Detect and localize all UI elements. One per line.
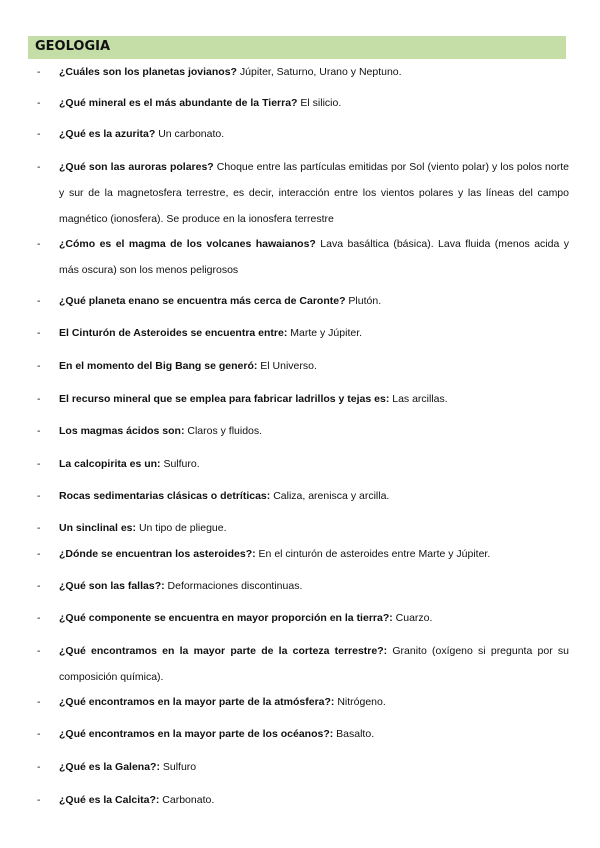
answer-text: El silicio. xyxy=(297,97,342,109)
question-text: En el momento del Big Bang se generó: xyxy=(59,360,258,372)
answer-text: Granito (oxígeno si pregunta por su composición química). xyxy=(59,645,569,683)
bullet-dash: - xyxy=(37,161,41,173)
answer-text: Un tipo de pliegue. xyxy=(136,522,227,534)
bullet-dash: - xyxy=(37,295,41,307)
question-text: ¿Qué planeta enano se encuentra más cerca de Caronte? xyxy=(59,295,346,307)
bullet-dash: - xyxy=(37,696,41,708)
answer-text: Deformaciones discontinuas. xyxy=(164,580,303,592)
question-text: ¿Qué es la Galena?: xyxy=(59,761,160,773)
answer-text: El Universo. xyxy=(257,360,317,372)
list-item xyxy=(37,288,569,314)
question-text: ¿Qué son las fallas?: xyxy=(59,580,165,592)
bullet-dash: - xyxy=(37,612,41,624)
section-title: GEOLOGIA xyxy=(35,39,111,54)
answer-text: Caliza, arenisca y arcilla. xyxy=(270,490,390,502)
answer-text: Nitrógeno. xyxy=(334,696,386,708)
bullet-dash: - xyxy=(37,425,41,437)
list-item xyxy=(37,483,569,509)
list-item xyxy=(37,353,569,379)
list-item xyxy=(37,787,569,813)
bullet-dash: - xyxy=(37,393,41,405)
question-text: ¿Qué encontramos en la mayor parte de los océanos?: xyxy=(59,728,334,740)
list-item xyxy=(37,320,569,346)
bullet-dash: - xyxy=(37,360,41,372)
list-item xyxy=(37,573,569,599)
question-text: El recurso mineral que se emplea para fabricar ladrillos y tejas es: xyxy=(59,393,390,405)
question-text: Rocas sedimentarias clásicas o detríticas: xyxy=(59,490,271,502)
list-item xyxy=(37,154,569,232)
bullet-dash: - xyxy=(37,548,41,560)
section-header xyxy=(28,36,566,59)
answer-text: Un carbonato. xyxy=(155,128,225,140)
list-item xyxy=(37,541,569,567)
question-text: La calcopirita es un: xyxy=(59,458,161,470)
list-item xyxy=(37,90,569,116)
question-text: ¿Qué componente se encuentra en mayor proporción en la tierra?: xyxy=(59,612,393,624)
question-text: ¿Qué son las auroras polares? xyxy=(59,161,214,173)
list-item xyxy=(37,721,569,747)
question-text: ¿Cómo es el magma de los volcanes hawaianos? xyxy=(59,238,316,250)
bullet-dash: - xyxy=(37,645,41,657)
answer-text: Marte y Júpiter. xyxy=(287,327,363,339)
list-item xyxy=(37,605,569,631)
question-text: ¿Qué encontramos en la mayor parte de la corteza terrestre?: xyxy=(59,645,388,657)
list-item xyxy=(37,386,569,412)
answer-text: Sulfuro xyxy=(159,761,197,773)
list-item xyxy=(37,515,569,541)
bullet-dash: - xyxy=(37,522,41,534)
answer-text: Lava basáltica (básica). Lava fluida (menos acida y más oscura) son los menos peligrosos xyxy=(59,238,569,276)
list-item xyxy=(37,754,569,780)
question-text: ¿Qué mineral es el más abundante de la Tierra? xyxy=(59,97,298,109)
bullet-dash: - xyxy=(37,327,41,339)
list-item xyxy=(37,689,569,715)
question-text: ¿Dónde se encuentran los asteroides?: xyxy=(59,548,256,560)
list-item xyxy=(37,418,569,444)
list-item xyxy=(37,451,569,477)
question-text: ¿Qué es la Calcita?: xyxy=(59,794,160,806)
bullet-dash: - xyxy=(37,238,41,250)
bullet-dash: - xyxy=(37,458,41,470)
list-item xyxy=(37,59,569,85)
list-item xyxy=(37,121,569,147)
question-text: Los magmas ácidos son: xyxy=(59,425,185,437)
bullet-dash: - xyxy=(37,128,41,140)
answer-text: Carbonato. xyxy=(159,794,215,806)
question-text: ¿Qué es la azurita? xyxy=(59,128,156,140)
answer-text: Choque entre las partículas emitidas por Sol (viento polar) y los polos norte y sur de la magnetosfera terrestre, es decir, interacción entre los vientos polares y las líneas del campo magnético (ionosfera). Se produce en la ionosfera terrestre xyxy=(59,161,569,225)
question-text: ¿Cuáles son los planetas jovianos? xyxy=(59,66,237,78)
answer-text: Plutón. xyxy=(345,295,382,307)
bullet-dash: - xyxy=(37,97,41,109)
question-text: Un sinclinal es: xyxy=(59,522,137,534)
answer-text: Basalto. xyxy=(333,728,375,740)
bullet-dash: - xyxy=(37,490,41,502)
answer-text: Júpiter, Saturno, Urano y Neptuno. xyxy=(236,66,402,78)
list-item xyxy=(37,638,569,690)
list-item xyxy=(37,231,569,283)
bullet-dash: - xyxy=(37,66,41,78)
question-text: ¿Qué encontramos en la mayor parte de la atmósfera?: xyxy=(59,696,335,708)
bullet-dash: - xyxy=(37,580,41,592)
answer-text: Sulfuro. xyxy=(160,458,200,470)
answer-text: Cuarzo. xyxy=(392,612,433,624)
bullet-dash: - xyxy=(37,728,41,740)
answer-text: Las arcillas. xyxy=(389,393,448,405)
question-text: El Cinturón de Asteroides se encuentra entre: xyxy=(59,327,288,339)
bullet-dash: - xyxy=(37,794,41,806)
answer-text: Claros y fluidos. xyxy=(184,425,263,437)
answer-text: En el cinturón de asteroides entre Marte y Júpiter. xyxy=(255,548,491,560)
bullet-dash: - xyxy=(37,761,41,773)
